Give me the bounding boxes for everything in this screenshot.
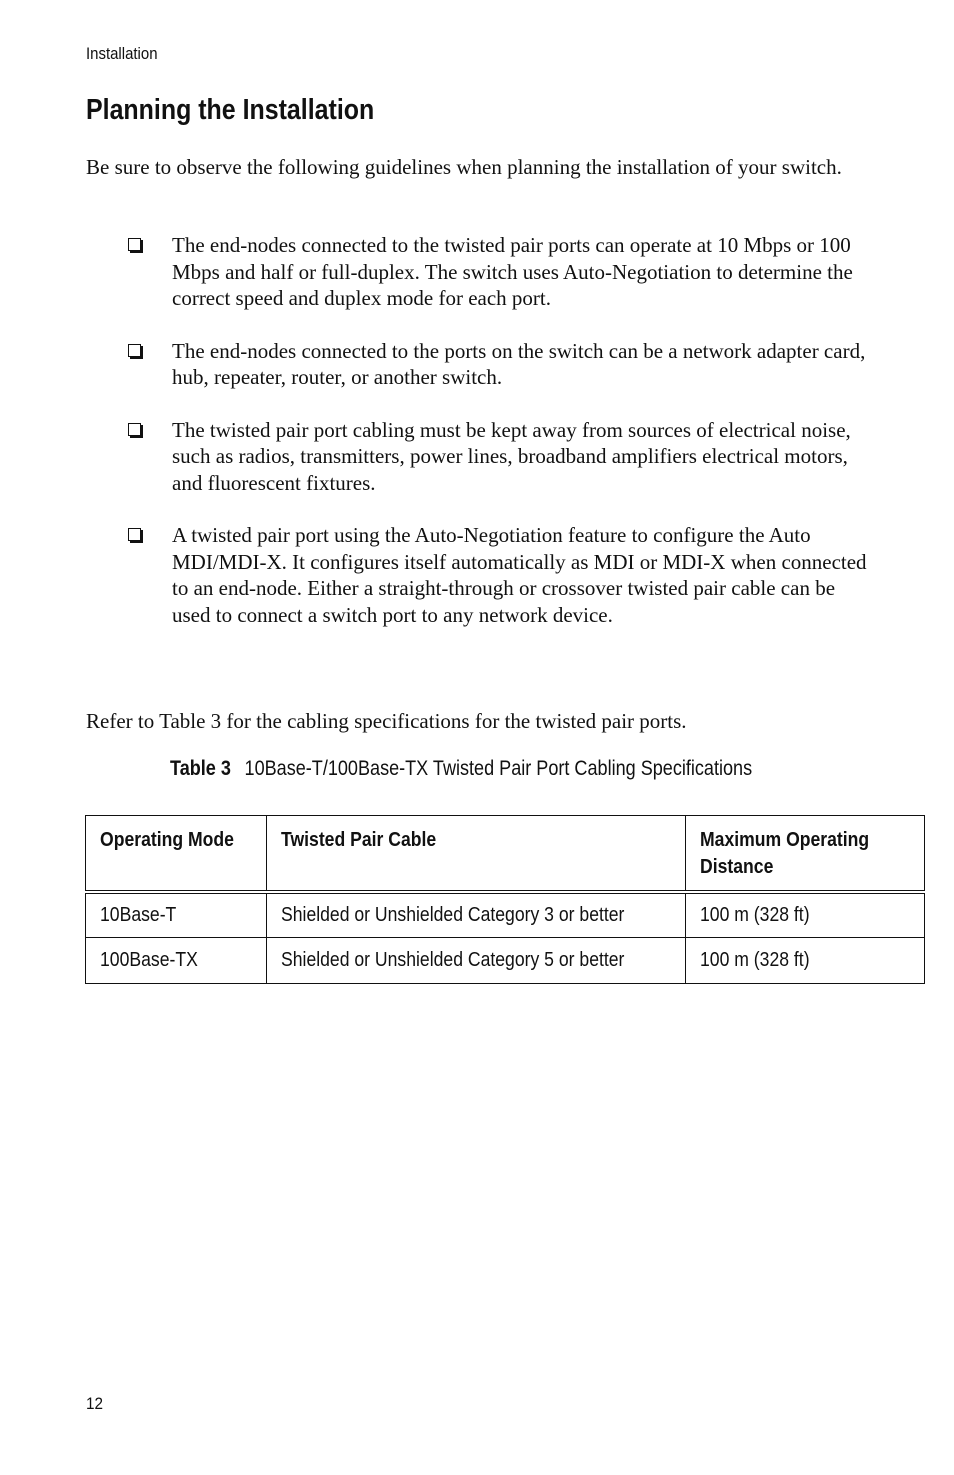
table-reference-paragraph: Refer to Table 3 for the cabling specifications for the twisted pair ports. <box>86 709 687 733</box>
checkbox-bullet-icon <box>128 238 141 251</box>
page-title: Planning the Installation <box>86 94 375 126</box>
intro-paragraph: Be sure to observe the following guidelines when planning the installation of your switch. <box>86 155 842 179</box>
column-header: Operating Mode <box>86 816 267 892</box>
table-row <box>86 892 925 938</box>
column-header: Twisted Pair Cable <box>267 816 686 892</box>
table-cell: 10Base-T <box>86 892 267 938</box>
guideline-text: The end-nodes connected to the ports on the switch can be a network adapter card, hub, repeater, router, or another switch. <box>172 338 866 389</box>
table-caption <box>170 757 752 781</box>
table-cell: 100Base-TX <box>86 938 267 984</box>
table-cell: 100 m (328 ft) <box>686 938 925 984</box>
guideline-text: The end-nodes connected to the twisted pair ports can operate at 10 Mbps or 100 Mbps and half or full-duplex. The switch uses Auto-Negotiation to determine the correct speed and duplex mode for each port. <box>172 233 853 310</box>
checkbox-bullet-icon <box>128 528 141 541</box>
guideline-list <box>128 232 868 654</box>
guideline-item <box>128 338 868 391</box>
guideline-item <box>128 522 868 628</box>
running-header: Installation <box>86 44 158 63</box>
checkbox-bullet-icon <box>128 344 141 357</box>
cabling-spec-table <box>85 815 925 984</box>
table-row <box>86 938 925 984</box>
guideline-item <box>128 417 868 497</box>
checkbox-bullet-icon <box>128 423 141 436</box>
table-cell: Shielded or Unshielded Category 3 or better <box>267 892 686 938</box>
table-header-row <box>86 816 925 892</box>
column-header: Maximum Operating Distance <box>686 816 925 892</box>
guideline-text: The twisted pair port cabling must be kept away from sources of electrical noise, such as radios, transmitters, power lines, broadband amplifiers electrical motors, and fluorescent fixtures. <box>172 417 851 495</box>
guideline-text: A twisted pair port using the Auto-Negotiation feature to configure the Auto MDI/MDI-X. It configures itself automatically as MDI or MDI-X when connected to an end-node. Either a straight-through or crossover twisted pair cable can be used to connect a switch port to any network device. <box>172 523 867 627</box>
table-caption-label: Table 3 <box>170 757 231 780</box>
guideline-item <box>128 232 868 312</box>
table-caption-text: 10Base-T/100Base-TX Twisted Pair Port Cabling Specifications <box>244 757 753 780</box>
table-cell: 100 m (328 ft) <box>686 892 925 938</box>
table-cell: Shielded or Unshielded Category 5 or better <box>267 938 686 984</box>
page-number: 12 <box>86 1394 104 1413</box>
